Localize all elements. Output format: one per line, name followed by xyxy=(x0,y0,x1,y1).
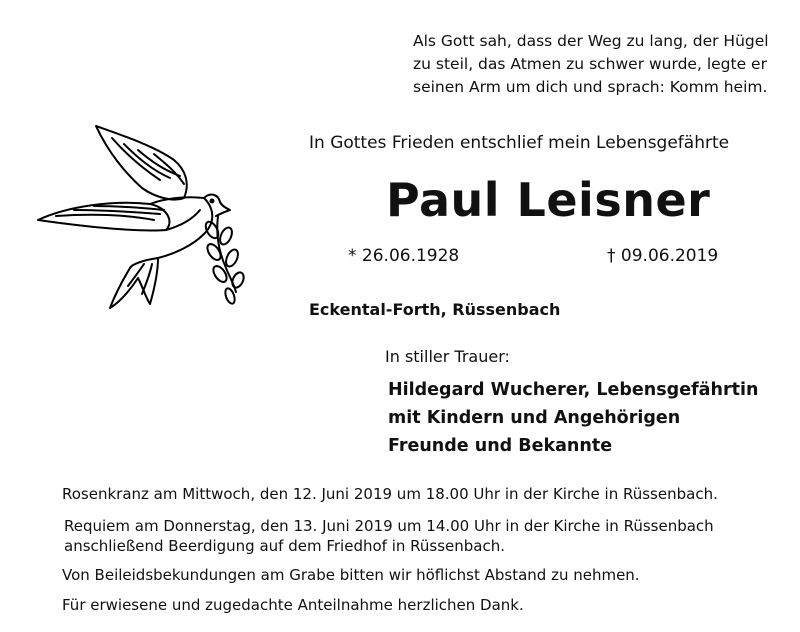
mourner-line: Freunde und Bekannte xyxy=(388,436,613,456)
deceased-name: Paul Leisner xyxy=(386,173,711,227)
birth-date: * 26.06.1928 xyxy=(348,246,460,266)
intro-text: In Gottes Frieden entschlief mein Lebensgefährte xyxy=(309,133,730,153)
thanks-notice: Für erwiesene und zugedachte Anteilnahme herzlichen Dank. xyxy=(62,596,524,614)
condolence-notice: Von Beileidsbekundungen am Grabe bitten wir höflichst Abstand zu nehmen. xyxy=(62,566,640,584)
mourners-list xyxy=(388,376,758,460)
poem-line: seinen Arm um dich und sprach: Komm heim. xyxy=(413,78,768,96)
dove-with-olive-branch-icon xyxy=(34,118,246,314)
requiem-line: Requiem am Donnerstag, den 13. Juni 2019 um 14.00 Uhr in der Kirche in Rüssenbach xyxy=(64,517,714,535)
rosenkranz-notice: Rosenkranz am Mittwoch, den 12. Juni 2019 um 18.00 Uhr in der Kirche in Rüssenbach. xyxy=(62,485,718,503)
death-date: † 09.06.2019 xyxy=(607,246,719,266)
mourner-line: Hildegard Wucherer, Lebensgefährtin xyxy=(388,380,759,400)
burial-line: anschließend Beerdigung auf dem Friedhof in Rüssenbach. xyxy=(64,537,505,555)
poem-line: Als Gott sah, dass der Weg zu lang, der Hügel xyxy=(413,32,769,50)
mourner-line: mit Kindern und Angehörigen xyxy=(388,408,681,428)
place: Eckental-Forth, Rüssenbach xyxy=(309,300,561,319)
poem-line: zu steil, das Atmen zu schwer wurde, legte er xyxy=(413,55,767,73)
poem xyxy=(413,30,793,99)
mourning-label: In stiller Trauer: xyxy=(385,347,510,366)
requiem-notice xyxy=(64,516,714,556)
